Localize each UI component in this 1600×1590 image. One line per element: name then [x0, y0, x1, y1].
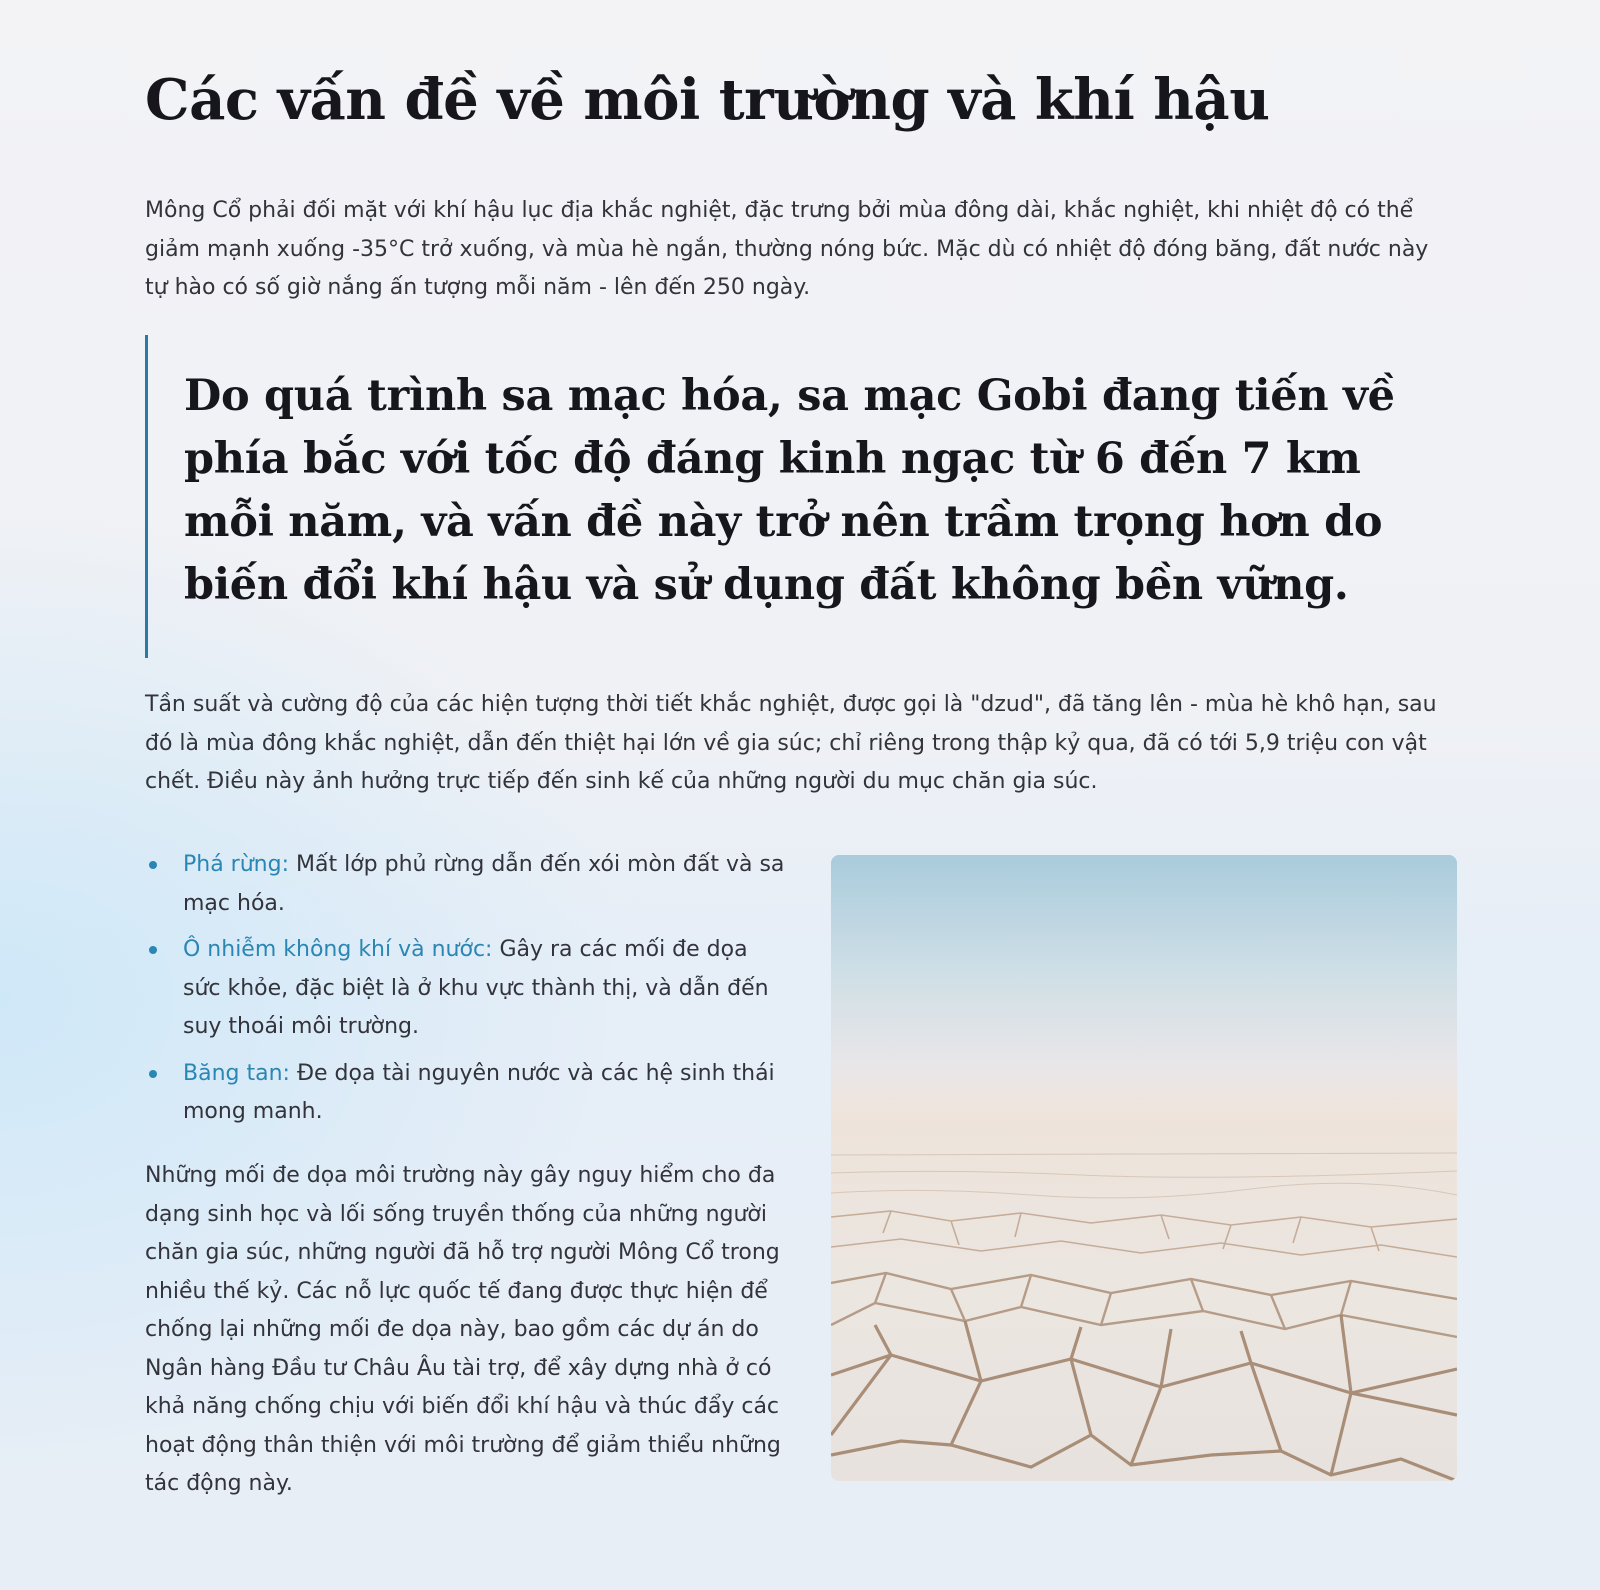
pull-quote-text: Do quá trình sa mạc hóa, sa mạc Gobi đang tiến về phía bắc với tốc độ đáng kinh ngạc từ 6 đến 7 km mỗi năm, và vấn đề này trở nên trầm trọng hơn do biến đổi khí hậu và sử dụng đất không bền vững.: [184, 371, 1395, 610]
page-title: Các vấn đề về môi trường và khí hậu: [145, 67, 1270, 133]
dzud-paragraph: Tần suất và cường độ của các hiện tượng thời tiết khắc nghiệt, được gọi là "dzud", đã tăng lên - mùa hè khô hạn, sau đó là mùa đông khắc nghiệt, dẫn đến thiệt hại lớn về gia súc; chỉ riêng trong thập kỷ qua, đã có tới 5,9 triệu con vật chết. Điều này ảnh hưởng trực tiếp đến sinh kế của những người du mục chăn gia súc.: [145, 692, 1437, 794]
bullet-icon: [149, 861, 157, 869]
list-item: [145, 931, 785, 1047]
list-item: [145, 846, 785, 923]
article: [145, 0, 1457, 1590]
bullet-icon: [149, 1070, 157, 1078]
desert-photo: [831, 855, 1457, 1481]
pull-quote: [145, 335, 1457, 658]
threat-list: [145, 846, 785, 1140]
list-item-text: Mất lớp phủ rừng dẫn đến xói mòn đất và sa mạc hóa.: [183, 852, 785, 916]
list-item-term: Ô nhiễm không khí và nước:: [183, 937, 493, 962]
list-item-text: Đe dọa tài nguyên nước và các hệ sinh thái mong manh.: [183, 1060, 775, 1124]
closing-paragraph: Những mối đe dọa môi trường này gây nguy hiểm cho đa dạng sinh học và lối sống truyền thống của những người chăn gia súc, những người đã hỗ trợ người Mông Cổ trong nhiều thế kỷ. Các nỗ lực quốc tế đang được thực hiện để chống lại những mối đe dọa này, bao gồm các dự án do Ngân hàng Đầu tư Châu Âu tài trợ, để xây dựng nhà ở có khả năng chống chịu với biến đổi khí hậu và thúc đẩy các hoạt động thân thiện với môi trường để giảm thiểu những tác động này.: [145, 1163, 781, 1496]
list-item-term: Phá rừng:: [183, 852, 289, 877]
list-item-term: Băng tan:: [183, 1060, 290, 1086]
intro-paragraph: Mông Cổ phải đối mặt với khí hậu lục địa khắc nghiệt, đặc trưng bởi mùa đông dài, khắc nghiệt, khi nhiệt độ có thể giảm mạnh xuống -35°C trở xuống, và mùa hè ngắn, thường nóng bức. Mặc dù có nhiệt độ đóng băng, đất nước này tự hào có số giờ nắng ấn tượng mỗi năm - lên đến 250 ngày.: [145, 198, 1429, 300]
list-item: [145, 1055, 785, 1132]
bullet-icon: [149, 946, 157, 954]
list-item-text: Gây ra các mối đe dọa sức khỏe, đặc biệt là ở khu vực thành thị, và dẫn đến suy thoái môi trường.: [183, 937, 769, 1039]
